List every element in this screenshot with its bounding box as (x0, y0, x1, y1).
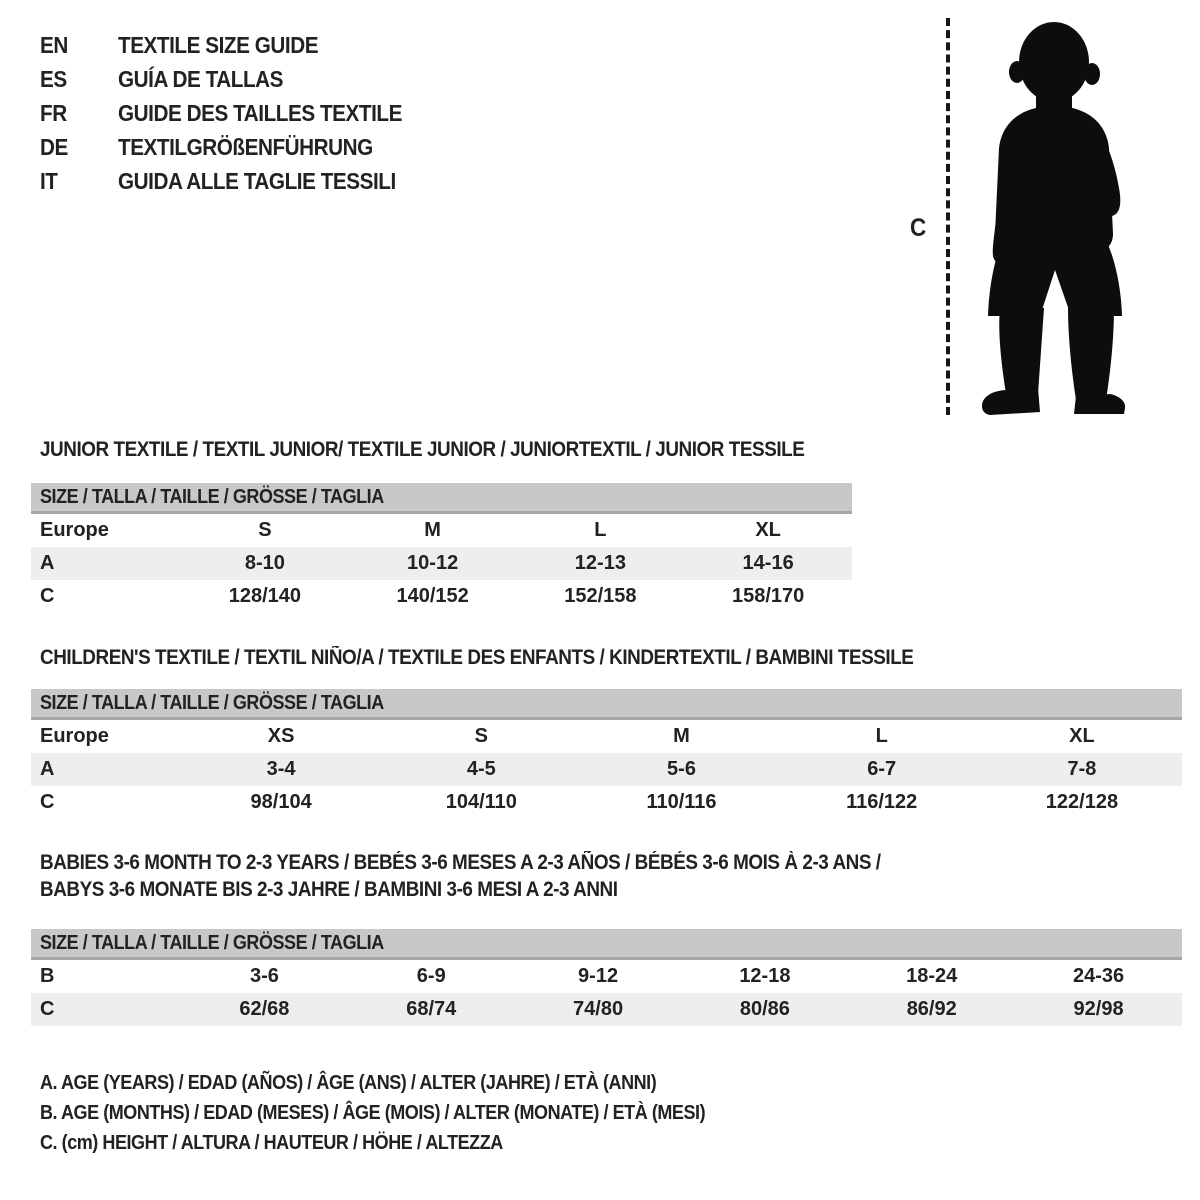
cell-value: 12-18 (739, 965, 791, 987)
cell-value: L (594, 519, 607, 541)
table-row (31, 753, 1182, 786)
language-title: GUIDE DES TAILLES TEXTILE (118, 99, 402, 126)
cell-value: 24-36 (1072, 965, 1125, 987)
table-row (31, 993, 1182, 1026)
section-babies-textile (31, 849, 1182, 1026)
language-row (40, 164, 434, 198)
row-label: Europe (40, 725, 109, 747)
cell-value: 6-7 (867, 758, 897, 780)
cell-value: 92/98 (1073, 998, 1124, 1020)
language-title: TEXTILE SIZE GUIDE (118, 31, 319, 58)
toddler-silhouette-icon (968, 16, 1136, 416)
section-title-line: BABIES 3-6 MONTH TO 2-3 YEARS / BEBÉS 3-6 MESES A 2-3 AÑOS / BÉBÉS 3-6 MOIS À 2-3 ANS / (40, 851, 881, 874)
cell-value: M (424, 519, 441, 541)
size-header-text: SIZE / TALLA / TAILLE / GRÖSSE / TAGLIA (40, 931, 384, 954)
language-row (40, 28, 434, 62)
language-code: ES (40, 65, 67, 92)
section-title-line: JUNIOR TEXTILE / TEXTIL JUNIOR/ TEXTILE JUNIOR / JUNIORTEXTIL / JUNIOR TESSILE (40, 438, 805, 461)
cell-value: 62/68 (239, 998, 290, 1020)
table-row (31, 580, 852, 613)
cell-value: 4-5 (466, 758, 496, 780)
size-header-text: SIZE / TALLA / TAILLE / GRÖSSE / TAGLIA (40, 691, 384, 714)
row-label: Europe (40, 519, 109, 541)
size-table (31, 514, 852, 613)
cell-value: 80/86 (739, 998, 790, 1020)
row-label: C (40, 791, 55, 813)
measurement-legend (40, 1068, 779, 1158)
cell-value: 140/152 (396, 585, 469, 607)
cell-value: 110/116 (646, 791, 717, 813)
section-title-line: BABYS 3-6 MONATE BIS 2-3 JAHRE / BAMBINI 3-6 MESI A 2-3 ANNI (40, 878, 618, 901)
row-label: C (40, 585, 55, 607)
cell-value: 122/128 (1045, 791, 1119, 813)
size-header-band (31, 929, 1182, 960)
row-label: C (40, 998, 55, 1020)
language-code: IT (40, 167, 58, 194)
cell-value: 74/80 (573, 998, 624, 1020)
cell-value: 86/92 (906, 998, 957, 1020)
cell-value: 152/158 (564, 585, 637, 607)
cell-value: 158/170 (731, 585, 805, 607)
cell-value: 128/140 (228, 585, 302, 607)
table-row (31, 547, 852, 580)
cell-value: 18-24 (906, 965, 958, 987)
size-header-band (31, 483, 852, 514)
cell-value: 116/122 (846, 791, 918, 813)
cell-value: 104/110 (445, 791, 517, 813)
cell-value: 7-8 (1067, 758, 1097, 780)
size-header-band (31, 689, 1182, 720)
cell-value: 6-9 (416, 965, 446, 987)
cell-value: 8-10 (244, 552, 285, 574)
size-table (31, 960, 1182, 1026)
cell-value: 3-6 (249, 965, 279, 987)
cell-value: 9-12 (578, 965, 619, 987)
cell-value: S (258, 519, 272, 541)
legend-line-a: A. AGE (YEARS) / EDAD (AÑOS) / ÂGE (ANS) / ALTER (JAHRE) / ETÀ (ANNI) (40, 1072, 657, 1094)
row-label: B (40, 965, 55, 987)
language-row (40, 130, 434, 164)
cell-value: XL (1069, 725, 1095, 747)
table-row (31, 960, 1182, 993)
section-junior-textile (31, 436, 852, 613)
section-title (40, 644, 1182, 671)
language-title: TEXTILGRÖßENFÜHRUNG (118, 133, 373, 160)
cell-value: L (875, 725, 888, 747)
cell-value: S (474, 725, 488, 747)
cell-value: XS (267, 725, 295, 747)
language-code: DE (40, 133, 68, 160)
table-row (31, 514, 852, 547)
size-table (31, 720, 1182, 819)
table-row (31, 786, 1182, 819)
legend-line-c: C. (cm) HEIGHT / ALTURA / HAUTEUR / HÖHE / ALTEZZA (40, 1132, 503, 1154)
row-label: A (40, 758, 55, 780)
cell-value: 98/104 (250, 791, 312, 813)
language-row (40, 62, 434, 96)
cell-value: 5-6 (667, 758, 696, 780)
section-title (40, 849, 1182, 903)
cell-value: XL (755, 519, 781, 541)
cell-value: 14-16 (742, 552, 794, 574)
language-title: GUÍA DE TALLAS (118, 65, 284, 92)
language-title-list (40, 28, 434, 198)
cell-value: 12-13 (574, 552, 626, 574)
cell-value: M (673, 725, 690, 747)
row-label: A (40, 552, 55, 574)
size-header-text: SIZE / TALLA / TAILLE / GRÖSSE / TAGLIA (40, 485, 384, 508)
cell-value: 10-12 (407, 552, 459, 574)
height-measure-label: C (910, 214, 926, 242)
section-childrens-textile (31, 644, 1182, 819)
table-row (31, 720, 1182, 753)
cell-value: 68/74 (406, 998, 457, 1020)
language-title: GUIDA ALLE TAGLIE TESSILI (118, 167, 396, 194)
legend-line-b: B. AGE (MONTHS) / EDAD (MESES) / ÂGE (MOIS) / ALTER (MONATE) / ETÀ (MESI) (40, 1102, 706, 1124)
height-measure-dashed-line (946, 18, 950, 415)
language-code: EN (40, 31, 68, 58)
cell-value: 3-4 (266, 758, 296, 780)
language-code: FR (40, 99, 67, 126)
section-title (40, 436, 852, 463)
section-title-line: CHILDREN'S TEXTILE / TEXTIL NIÑO/A / TEXTILE DES ENFANTS / KINDERTEXTIL / BAMBINI TESSILE (40, 646, 914, 669)
language-row (40, 96, 434, 130)
